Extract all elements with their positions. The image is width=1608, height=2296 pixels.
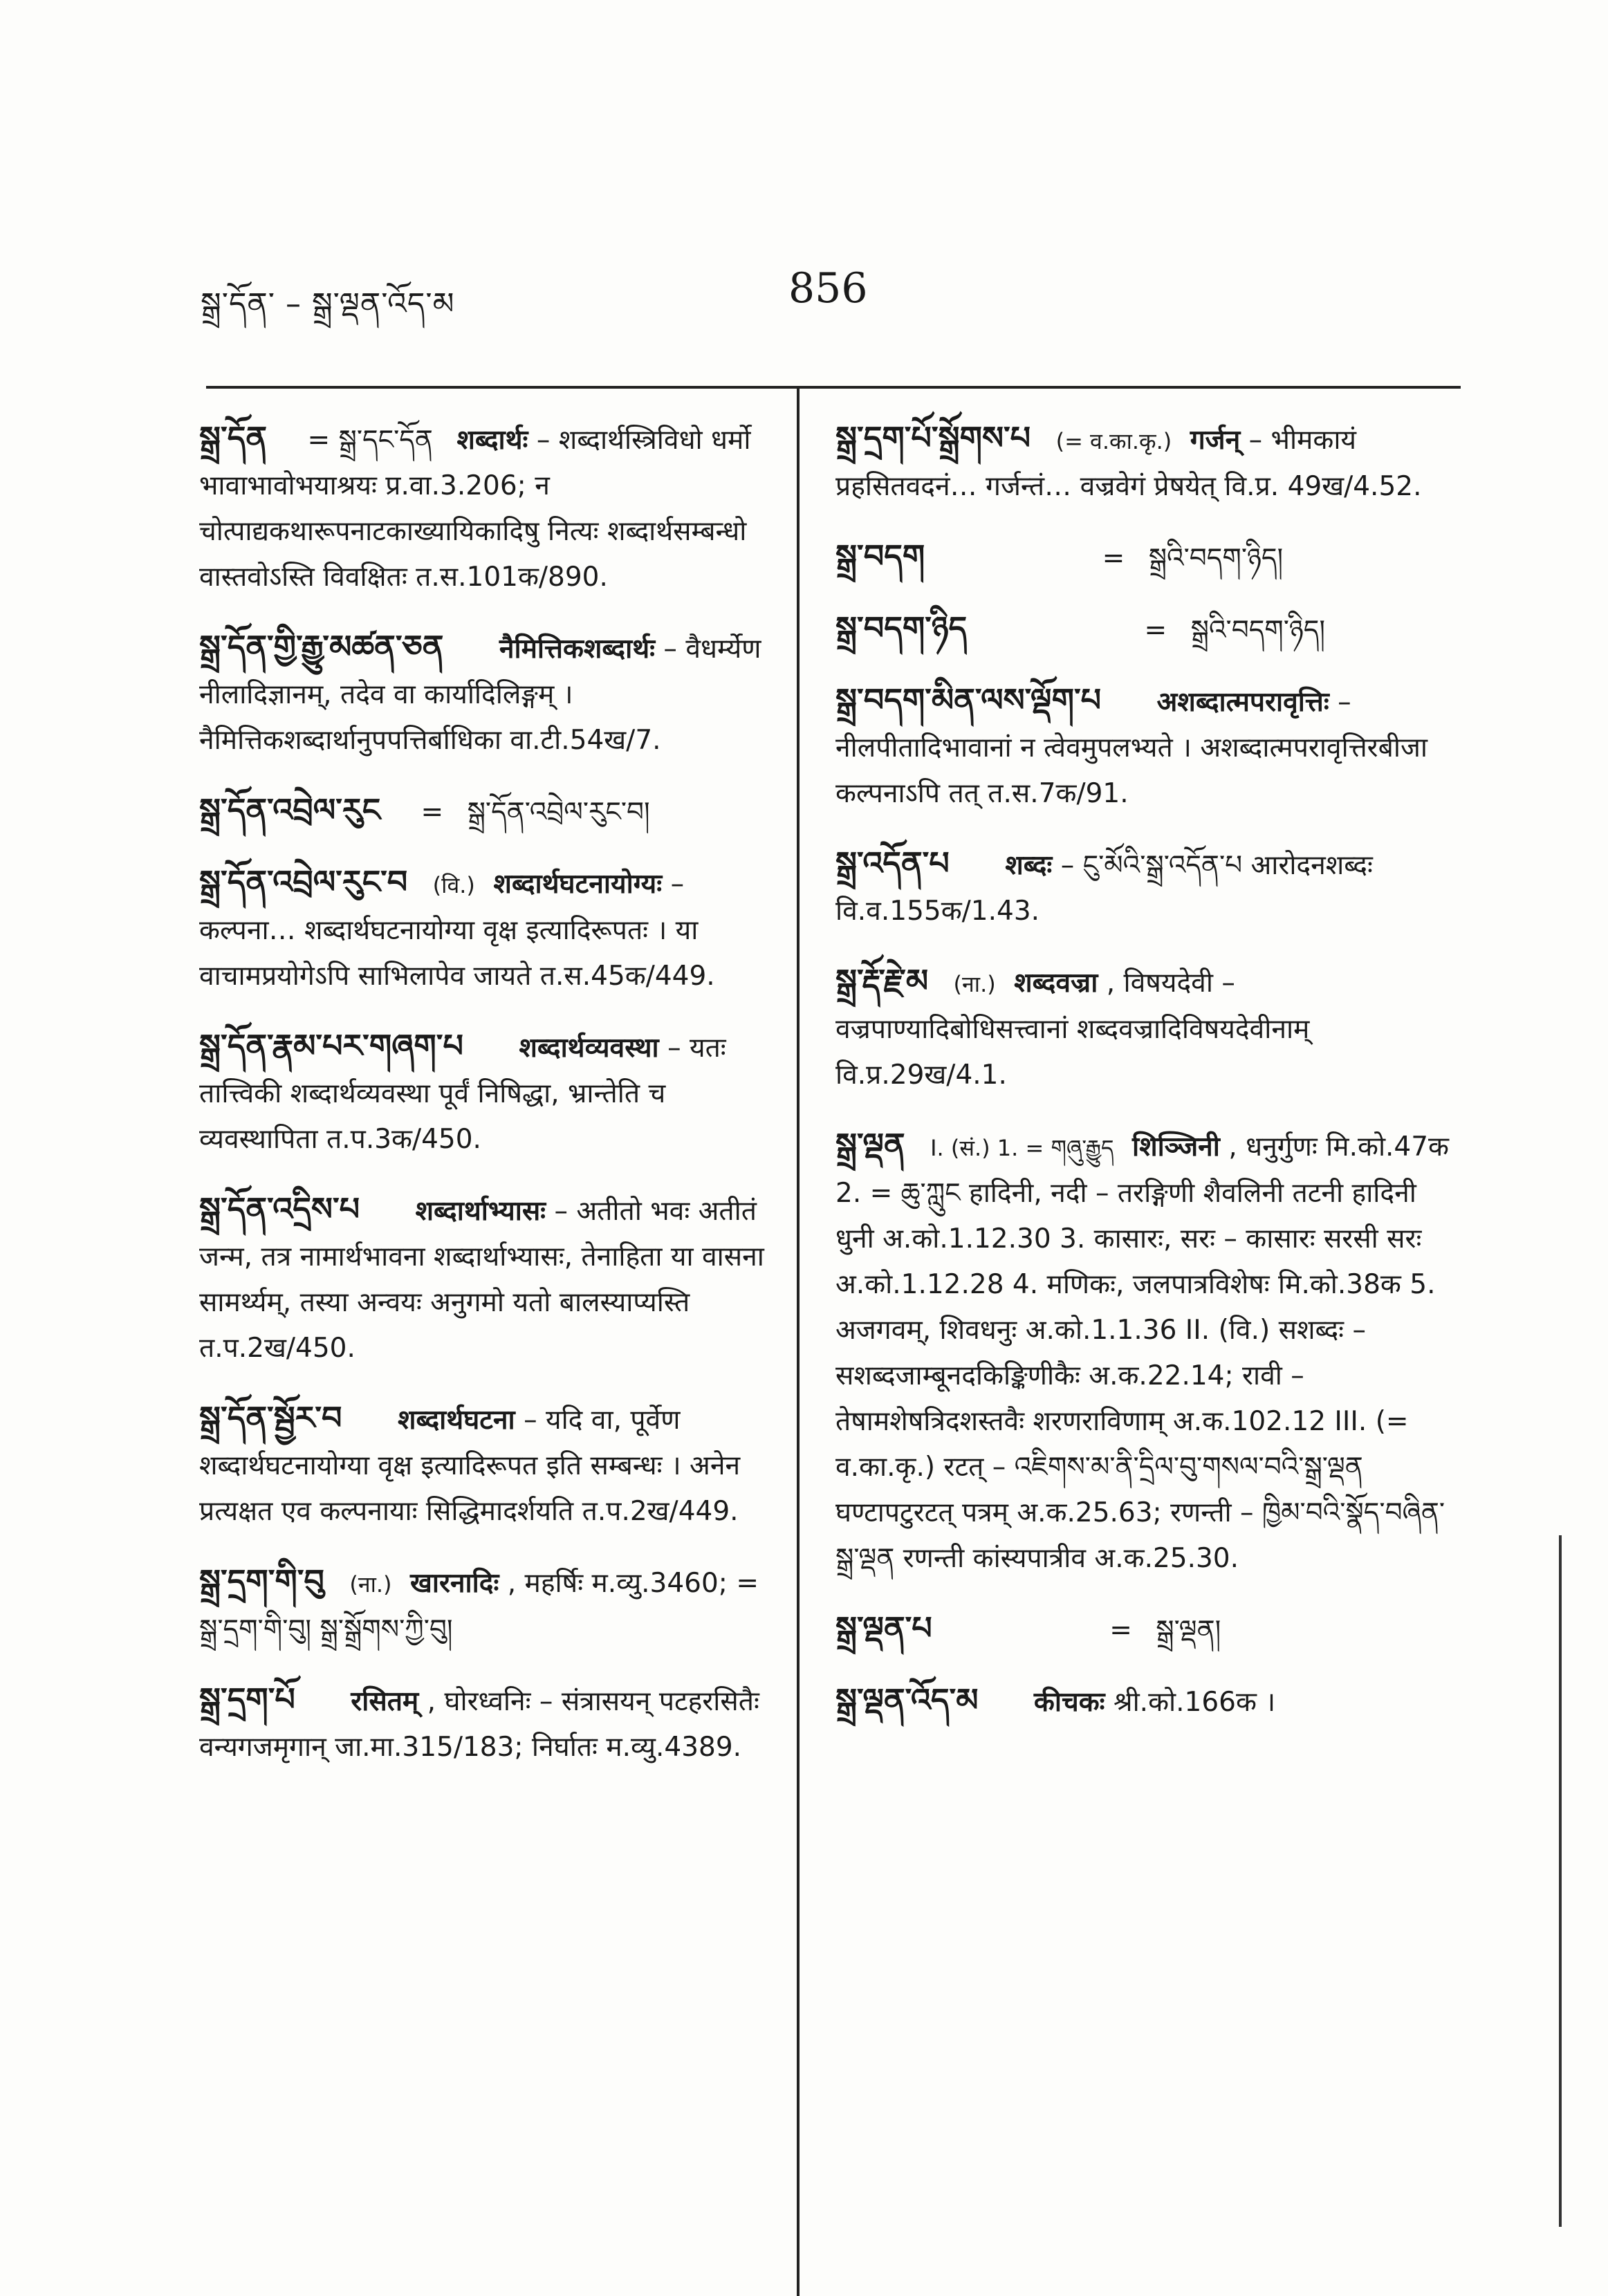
entry-text: སྒྲའི་བདག་ཉིད།: [1148, 543, 1284, 574]
dictionary-entry: [199, 1395, 773, 1535]
entry-headword: སྒྲ་དོན་གྱི་རྒྱུ་མཚན་ཅན: [199, 628, 444, 665]
entry-term: शिञ्जिनी: [1132, 1131, 1220, 1163]
entry-headword: སྒྲ་བདག་མིན་ལས་ལྡོག་པ: [835, 681, 1102, 719]
entry-headword: སྒྲ་བདག: [835, 537, 925, 575]
entry-prefix: (ना.): [349, 1571, 392, 1598]
entry-headword: སྒྲ་བདག་ཉིད: [835, 609, 968, 647]
dictionary-entry: [835, 958, 1458, 1098]
entry-term: कीचकः: [1033, 1687, 1105, 1718]
entry-prefix: =: [421, 797, 444, 828]
entry-prefix: =: [1109, 1615, 1132, 1646]
dictionary-entry: [835, 1677, 1458, 1725]
entry-text: , घोरध्वनिः – संत्रासयन् पटहरसितैः वन्यगजमृगान् जा.मा.315/183; निर्घातः म.व्यु.4389.: [199, 1686, 759, 1763]
dictionary-entry: [835, 840, 1458, 934]
entry-headword: སྒྲ་དོན་འབྲེལ་རུང: [199, 791, 381, 828]
entry-headword: སྒྲ་དྲག་པོ་སྒྲོགས་པ: [835, 419, 1031, 456]
entry-text: , विषयदेवी – वज्रपाण्यादिबोधिसत्त्वानां शब्दवज्रादिविषयदेवीनाम् वि.प्र.29ख/4.1.: [835, 968, 1310, 1091]
entry-term: गर्जन्: [1190, 425, 1241, 456]
page-header: [201, 264, 1445, 332]
entry-prefix: I. (सं.) 1. = གཞུ་རྒྱུད: [930, 1135, 1114, 1161]
entry-text: – कल्पना… शब्दार्थघटनायोग्या वृक्ष इत्यादिरूपतः । या वाचामप्रयोगेऽपि साभिलापेव जायते त.स.45क/449.: [199, 869, 715, 992]
entry-text: – वैधर्म्येण नीलादिज्ञानम्, तदेव वा कार्यादिलिङ्गम् । नैमित्तिकशब्दार्थानुपपत्तिर्बाधिका वा.टी.54ख/7.: [199, 633, 761, 756]
column-divider: [797, 387, 800, 2296]
entry-text: – भीमकायं प्रहसितवदनं… गर्जन्तं… वज्रवेगं प्रेषयेत् वि.प्र. 49ख/4.52.: [835, 425, 1422, 502]
entry-term: खारनादिः: [409, 1568, 499, 1599]
entry-headword: སྒྲ་དོན་རྣམ་པར་གཞག་པ: [199, 1027, 463, 1064]
entry-headword: སྒྲ་དོན: [199, 419, 268, 456]
entry-term: शब्दार्थव्यवस्था: [519, 1033, 659, 1064]
entry-term: अशब्दात्मपरावृत्तिः: [1156, 687, 1329, 718]
entry-text: , महर्षिः म.व्यु.3460; = སྒྲ་དྲག་གི་བུ། སྒྲ་སྒྲོགས་ཀྱི་བུ།: [199, 1568, 759, 1645]
entry-text: – यतः तात्त्विकी शब्दार्थव्यवस्था पूर्वं निषिद्धा, भ्रान्तेति च व्यवस्थापिता त.प.3क/450.: [199, 1033, 726, 1155]
entry-headword: སྒྲ་དྲག་པོ: [199, 1681, 295, 1718]
entry-term: रसितम्: [351, 1686, 419, 1717]
dictionary-entry: [835, 605, 1458, 654]
entry-prefix: (वि.): [432, 872, 475, 898]
entry-term: शब्दवज्रा: [1014, 968, 1098, 999]
entry-headword: སྒྲ་དོན་འདྲིས་པ: [199, 1190, 360, 1228]
entry-headword: སྒྲ་དོན་སྦྱོར་བ: [199, 1399, 342, 1436]
dictionary-entry: [199, 415, 773, 600]
dictionary-entry: [199, 1558, 773, 1653]
entry-headword: སྒྲ་ལྡན་པ: [835, 1609, 932, 1647]
entry-prefix: = སྒྲ་དང་དོན: [307, 425, 433, 456]
dictionary-entry: [199, 1186, 773, 1371]
entry-prefix: (ना.): [953, 971, 996, 997]
entry-term: शब्दार्थाभ्यासः: [415, 1196, 546, 1227]
entry-text: – नीलपीतादिभावानां न त्वेवमुपलभ्यते । अशब्दात्मपरावृत्तिरबीजा कल्पनाऽपि तत् त.स.7क/91.: [835, 687, 1428, 809]
entry-prefix: =: [1102, 543, 1125, 574]
left-column: [199, 415, 773, 1794]
entry-text: , धनुर्गुणः मि.को.47क 2. = ཆུ་ཀླུང हादिनी, नदी – तरङ्गिणी शैवलिनी तटनी हादिनी धुनी अ.को.1.12.30 3. कासारः, सरः – कासारः सरसी सरः अ.को.1.12.28 4. मणिकः, जलपात्रविशेषः मि.को.38क 5. अजगवम्, शिवधनुः अ.को.1.1.36 II. (वि.) सशब्दः – सशब्दजाम्बूनदकिङ्किणीकैः अ.क.22.14; रावी – तेषामशेषत्रिदशस्तवैः शरणराविणाम् अ.क.102.12 III. (= व.का.कृ.) रटत् – འཇིགས་མ་ནི་དྲིལ་བུ་གསལ་བའི་སྒྲ་ལྡན घण्टापटुरटत् पत्रम् अ.क.25.63; रणन्ती – ཁྱིམ་བའི་སྣོད་བཞིན་སྒྲ་ལྡན रणन्ती कांस्यपात्रीव अ.क.25.30.: [835, 1131, 1450, 1574]
entry-text: སྒྲ་ལྡན།: [1156, 1615, 1221, 1646]
running-head: སྒྲ་དོན་ – སྒྲ་ལྡན་འོད་མ: [201, 286, 455, 322]
dictionary-entry: [835, 415, 1458, 510]
entry-term: नैमित्तिकशब्दार्थः: [499, 633, 656, 665]
dictionary-entry: [199, 624, 773, 763]
dictionary-entry: [199, 1023, 773, 1163]
entry-text: སྒྲ་དོན་འབྲེལ་རུང་བ།: [467, 797, 650, 828]
dictionary-entry: [835, 533, 1458, 582]
entry-term: शब्दार्थघटनायोग्यः: [493, 869, 663, 900]
entry-headword: སྒྲ་འདོན་པ: [835, 844, 950, 882]
entry-prefix: (= व.का.कृ.): [1055, 428, 1172, 454]
dictionary-entry: [199, 1676, 773, 1770]
right-column: [835, 415, 1458, 1749]
entry-prefix: =: [1144, 615, 1167, 646]
dictionary-entry: [835, 1122, 1458, 1582]
entry-term: शब्दार्थः: [456, 425, 528, 456]
entry-headword: སྒྲ་ལྡན་འོད་མ: [835, 1681, 979, 1719]
dictionary-entry: [199, 787, 773, 835]
entry-text: – शब्दार्थस्त्रिविधो धर्मो भावाभावोभयाश्रयः प्र.वा.3.206; न चोत्पाद्यकथारूपनाटकाख्यायिकादिषु नित्यः शब्दार्थसम्बन्धो वास्तवोऽस्ति विवक्षितः त.स.101क/890.: [199, 425, 751, 593]
dictionary-entry: [835, 1605, 1458, 1654]
header-rule: [206, 386, 1461, 389]
entry-term: शब्दार्थघटना: [397, 1405, 515, 1436]
dictionary-entry: [199, 859, 773, 999]
page-number: 856: [788, 264, 868, 313]
entry-headword: སྒྲ་ལྡན: [835, 1126, 905, 1163]
entry-text: – यदि वा, पूर्वेण शब्दार्थघटनायोग्या वृक्ष इत्यादिरूपत इति सम्बन्धः । अनेन प्रत्यक्षत एव कल्पनायाः सिद्धिमादर्शयति त.प.2ख/449.: [199, 1405, 741, 1527]
entry-text: སྒྲའི་བདག་ཉིད།: [1190, 615, 1326, 646]
entry-headword: སྒྲ་དོན་འབྲེལ་རུང་བ: [199, 863, 408, 900]
entry-text: श्री.को.166क ।: [1113, 1687, 1276, 1718]
entry-headword: སྒྲ་དྲག་གི་བུ: [199, 1562, 324, 1600]
page-edge-mark: [1559, 1535, 1562, 2227]
dictionary-entry: [835, 677, 1458, 817]
entry-text: – अतीतो भवः अतीतं जन्म, तत्र नामार्थभावना शब्दार्थाभ्यासः, तेनाहिता या वासना सामर्थ्यम्, तस्या अन्वयः अनुगमो यतो बालस्याप्यस्ति त.प.2ख/450.: [199, 1196, 764, 1364]
entry-headword: སྒྲ་རྡོ་རྗེ་མ: [835, 962, 929, 999]
entry-term: शब्दः: [1005, 850, 1053, 881]
entry-text: – ངུ་མོའི་སྒྲ་འདོན་པ आरोदनशब्दः वि.व.155क/1.43.: [835, 850, 1373, 927]
